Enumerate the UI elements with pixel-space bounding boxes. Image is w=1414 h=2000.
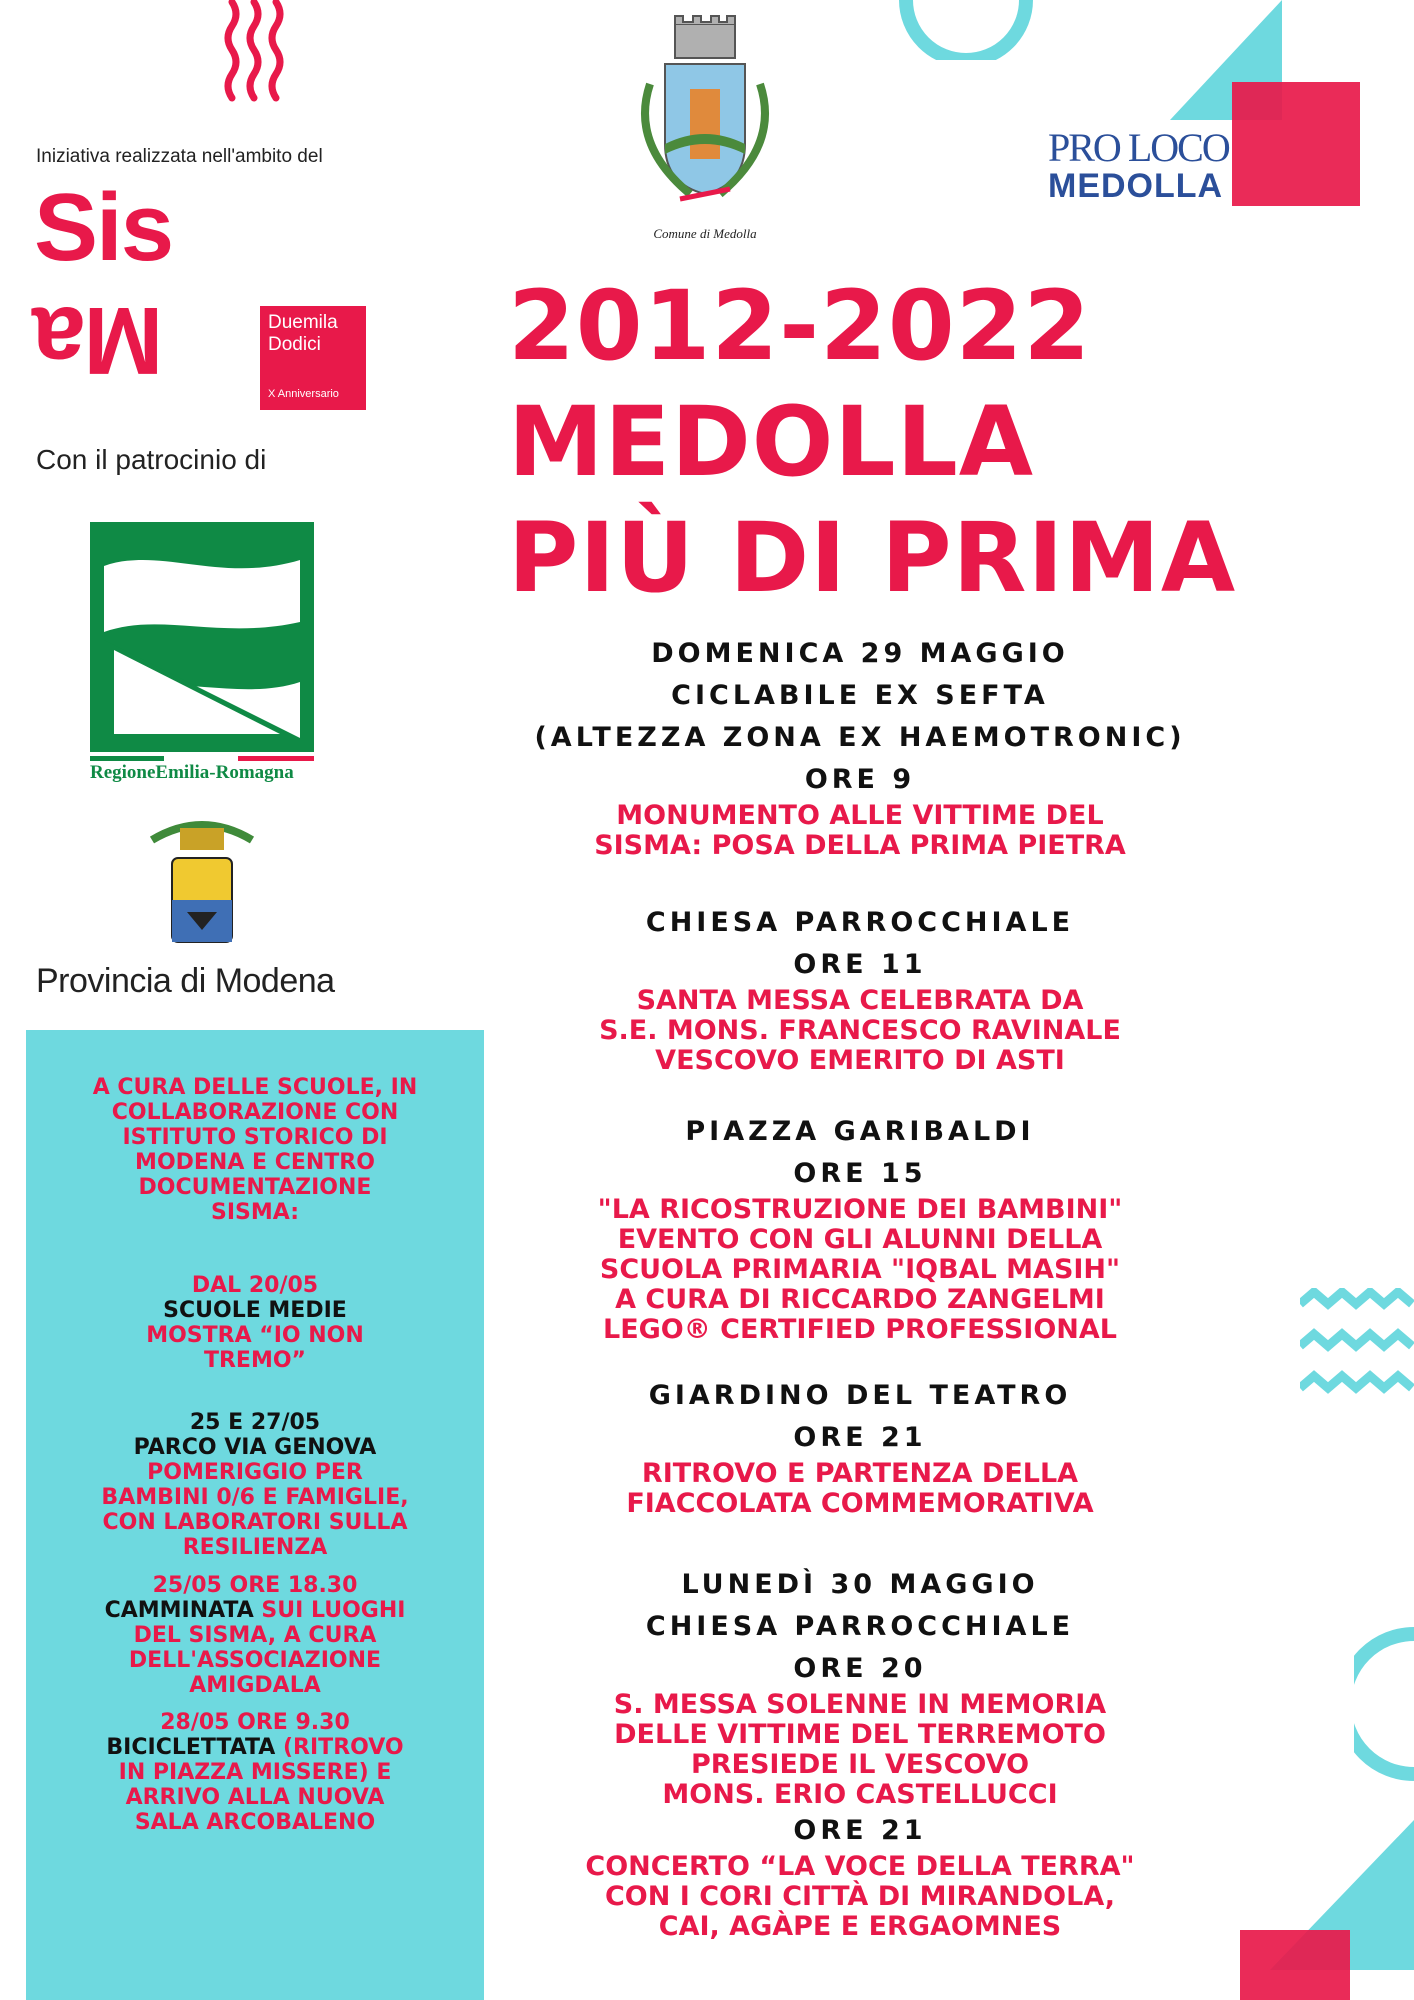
- panel-item-what: ARRIVO ALLA NUOVA: [125, 1785, 385, 1810]
- day2-event1-line: MONS. ERIO CASTELLUCCI: [662, 1779, 1058, 1810]
- panel-item-what: IN PIAZZA MISSERE) E: [118, 1760, 392, 1785]
- day2-place1: CHIESA PARROCCHIALE: [645, 1611, 1075, 1642]
- panel-item-when: 25 E 27/05: [189, 1410, 321, 1435]
- day1-event3-line: "LA RICOSTRUZIONE DEI BAMBINI": [597, 1194, 1123, 1225]
- day1-time3: ORE 15: [793, 1158, 927, 1189]
- panel-item-4: [26, 1710, 484, 1835]
- panel-item-what: TREMO”: [203, 1348, 307, 1373]
- program-day2: [480, 1564, 1240, 1942]
- day1-time2: ORE 11: [793, 949, 927, 980]
- panel-item-when: DAL 20/05: [191, 1273, 319, 1298]
- day1-event3-line: EVENTO CON GLI ALUNNI DELLA: [617, 1224, 1103, 1255]
- program-day1-mass: [480, 902, 1240, 1076]
- provincia-crest-icon: [142, 820, 262, 952]
- panel-item-who: BICICLETTATA: [106, 1735, 276, 1760]
- decorative-triangle-square-bottom: [1240, 1820, 1414, 2000]
- title-line-town: MEDOLLA: [508, 386, 1035, 498]
- panel-intro-line: ISTITUTO STORICO DI: [122, 1125, 388, 1150]
- day1-place2: CHIESA PARROCCHIALE: [645, 907, 1075, 938]
- day2-time2: ORE 21: [793, 1815, 927, 1846]
- proloco-line1: PRO LOCO: [1048, 125, 1229, 170]
- sisma-logo-top: Sis: [34, 174, 173, 281]
- day2-event2-line: CONCERTO “LA VOCE DELLA TERRA": [585, 1851, 1135, 1882]
- day2-event1-line: PRESIEDE IL VESCOVO: [690, 1749, 1030, 1780]
- panel-item-1: [26, 1273, 484, 1373]
- panel-item-what: RESILIENZA: [182, 1535, 328, 1560]
- panel-item-3: [26, 1573, 484, 1698]
- day1-time4: ORE 21: [793, 1422, 927, 1453]
- comune-caption: Comune di Medolla: [653, 226, 757, 241]
- day1-event2-line: S.E. MONS. FRANCESCO RAVINALE: [599, 1015, 1121, 1046]
- program-day1-piazza: [480, 1111, 1240, 1345]
- panel-intro-line: A CURA DELLE SCUOLE, IN: [92, 1075, 418, 1100]
- day2-time1: ORE 20: [793, 1653, 927, 1684]
- panel-item-2: [26, 1410, 484, 1560]
- regione-flag-stripe: [90, 756, 314, 761]
- patronage-text: Con il patrocinio di: [36, 444, 267, 475]
- day1-event2-line: VESCOVO EMERITO DI ASTI: [655, 1045, 1065, 1076]
- sisma-box-sub: X Anniversario: [268, 388, 339, 400]
- provincia-caption: Provincia di Modena: [36, 962, 335, 1000]
- panel-item-who: PARCO VIA GENOVA: [133, 1435, 377, 1460]
- day1-time1: ORE 9: [804, 764, 916, 795]
- day1-event2-line: SANTA MESSA CELEBRATA DA: [636, 985, 1084, 1016]
- panel-item-what: BAMBINI 0/6 E FAMIGLIE,: [101, 1485, 409, 1510]
- panel-item-what: AMIGDALA: [189, 1673, 321, 1698]
- panel-intro-line: COLLABORAZIONE CON: [111, 1100, 399, 1125]
- proloco-line2: MEDOLLA: [1048, 167, 1224, 205]
- day1-event3-line: SCUOLA PRIMARIA "IQBAL MASIH": [599, 1254, 1121, 1285]
- sisma-logo: [34, 174, 374, 418]
- day1-place4: GIARDINO DEL TEATRO: [648, 1380, 1072, 1411]
- program-day1-teatro: [480, 1375, 1240, 1519]
- panel-item-when: 28/05 ORE 9.30: [160, 1710, 350, 1735]
- title-line-years: 2012-2022: [508, 270, 1092, 382]
- day1-event4-line: FIACCOLATA COMMEMORATIVA: [626, 1488, 1094, 1519]
- panel-item-what: MOSTRA “IO NON: [146, 1323, 364, 1348]
- day1-place3: PIAZZA GARIBALDI: [685, 1116, 1035, 1147]
- panel-intro-line: MODENA E CENTRO: [135, 1150, 375, 1175]
- regione-logo-icon: [90, 522, 314, 752]
- day1-event3-line: LEGO® CERTIFIED PROFESSIONAL: [602, 1314, 1117, 1345]
- day1-event1-line: MONUMENTO ALLE VITTIME DEL: [616, 800, 1104, 831]
- panel-item-what-inline: (RITROVO: [275, 1735, 404, 1760]
- panel-item-what-inline: SUI LUOGHI: [253, 1598, 406, 1623]
- day1-event4-line: RITROVO E PARTENZA DELLA: [641, 1458, 1079, 1489]
- decorative-ring-top: [896, 0, 1036, 60]
- sisma-box-line1: Duemila: [268, 312, 338, 333]
- proloco-logo: [1048, 124, 1248, 206]
- day2-event2-line: CAI, AGÀPE E ERGAOMNES: [658, 1911, 1062, 1942]
- day2-event1-line: DELLE VITTIME DEL TERREMOTO: [614, 1719, 1106, 1750]
- panel-item-what: POMERIGGIO PER: [147, 1460, 363, 1485]
- sisma-logo-bottom: Ma: [34, 287, 164, 394]
- program-day1: [480, 633, 1240, 861]
- day1-place1-detail: (ALTEZZA ZONA EX HAEMOTRONIC): [534, 722, 1186, 753]
- day1-place1: CICLABILE EX SEFTA: [671, 680, 1049, 711]
- panel-intro-line: SISMA:: [211, 1200, 299, 1225]
- decorative-squiggle-top: [222, 0, 292, 110]
- day1-date: DOMENICA 29 MAGGIO: [651, 638, 1069, 669]
- panel-item-who: CAMMINATA: [104, 1598, 254, 1623]
- day1-event1-line: SISMA: POSA DELLA PRIMA PIETRA: [594, 830, 1126, 861]
- day1-event3-line: A CURA DI RICCARDO ZANGELMI: [615, 1284, 1105, 1315]
- sisma-anniversary-box: [260, 306, 366, 410]
- panel-intro-line: DOCUMENTAZIONE: [138, 1175, 372, 1200]
- day2-event1-line: S. MESSA SOLENNE IN MEMORIA: [613, 1689, 1107, 1720]
- title-line-motto: PIÙ DI PRIMA: [508, 502, 1237, 614]
- panel-item-what: CON LABORATORI SULLA: [102, 1510, 408, 1535]
- panel-item-who: SCUOLE MEDIE: [163, 1298, 347, 1323]
- comune-crest-icon: [620, 14, 790, 224]
- page-title: [508, 268, 1236, 616]
- panel-item-what: DELL'ASSOCIAZIONE: [128, 1648, 382, 1673]
- panel-item-what: SALA ARCOBALENO: [134, 1810, 376, 1835]
- day2-event2-line: CON I CORI CITTÀ DI MIRANDOLA,: [604, 1881, 1115, 1912]
- day2-date: LUNEDÌ 30 MAGGIO: [681, 1569, 1039, 1600]
- panel-intro: [26, 1075, 484, 1225]
- decorative-zigzag-right: [1300, 1288, 1414, 1418]
- decorative-ring-right: [1354, 1624, 1414, 1784]
- sisma-box-line2: Dodici: [268, 334, 321, 355]
- regione-caption: RegioneEmilia-Romagna: [90, 762, 294, 783]
- initiative-text: Iniziativa realizzata nell'ambito del: [36, 146, 323, 167]
- panel-item-what: DEL SISMA, A CURA: [133, 1623, 377, 1648]
- panel-item-when: 25/05 ORE 18.30: [152, 1573, 358, 1598]
